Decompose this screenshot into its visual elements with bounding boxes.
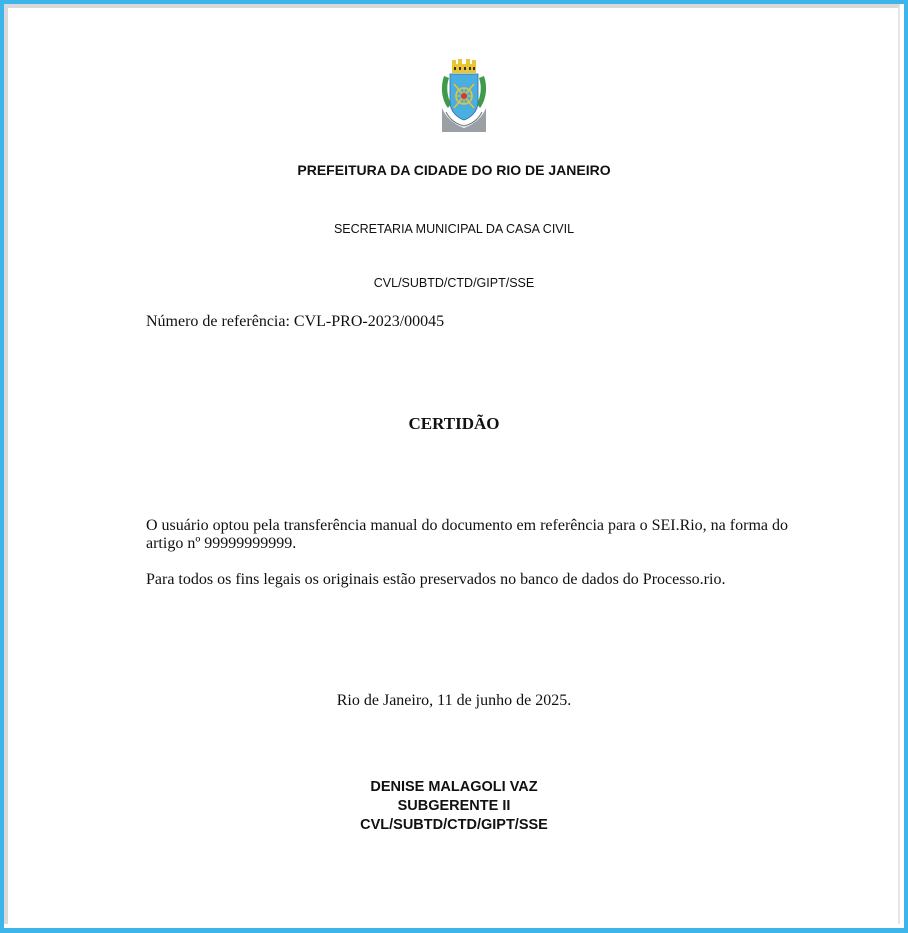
date-line: Rio de Janeiro, 11 de junho de 2025.: [336, 692, 572, 709]
signatory-unit: CVL/SUBTD/CTD/GIPT/SSE: [360, 817, 548, 833]
header-prefeitura: PREFEITURA DA CIDADE DO RIO DE JANEIRO: [297, 162, 611, 178]
body-paragraph-2: Para todos os fins legais os originais estão preservados no banco de dados do Processo.rio.: [146, 571, 726, 588]
signatory-role: SUBGERENTE II: [397, 798, 511, 814]
reference-number: Número de referência: CVL-PRO-2023/00045: [146, 313, 445, 330]
header-secretaria: SECRETARIA MUNICIPAL DA CASA CIVIL: [333, 222, 575, 236]
crown-icon: [452, 59, 476, 73]
signatory-name: DENISE MALAGOLI VAZ: [370, 779, 538, 795]
body-paragraph-1: O usuário optou pela transferência manual do documento em referência para o SEI.Rio, na forma do artigo nº 99999999999.: [146, 517, 788, 552]
header-setor: CVL/SUBTD/CTD/GIPT/SSE: [373, 276, 535, 290]
coat-of-arms-icon: [440, 58, 488, 136]
document-title: CERTIDÃO: [408, 414, 500, 433]
signature-block: [0, 778, 908, 835]
